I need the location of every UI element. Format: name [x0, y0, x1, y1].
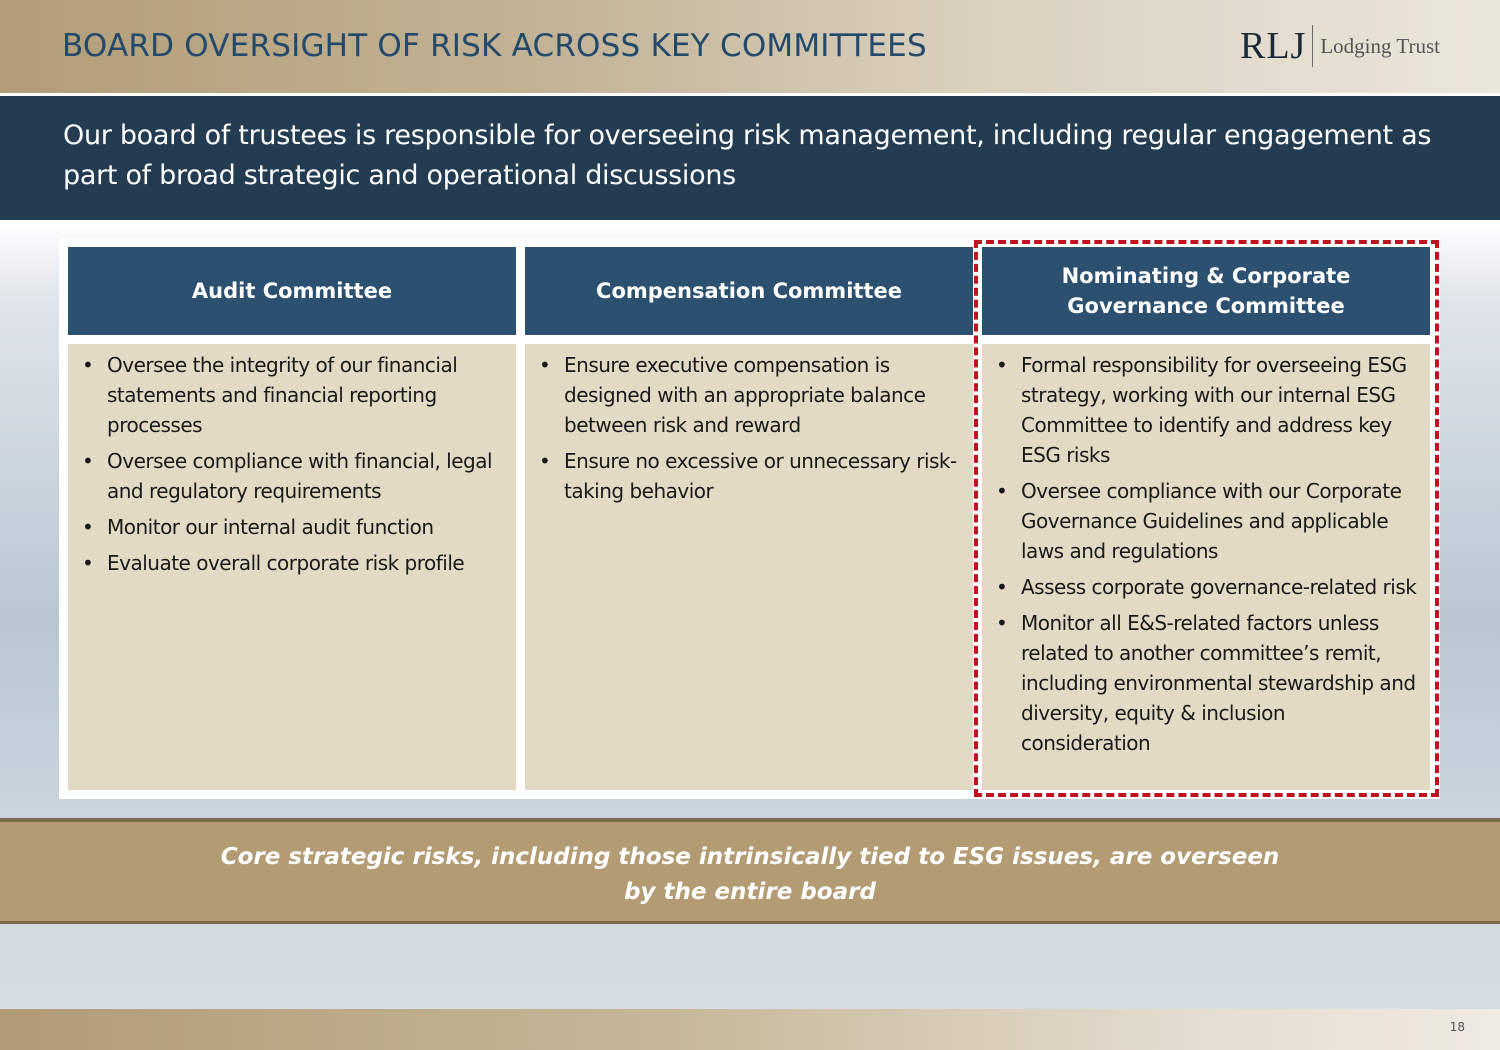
column-header-audit: Audit Committee	[68, 247, 516, 335]
footer-line-2: by the entire board	[624, 879, 876, 905]
column-body-compensation	[525, 344, 973, 790]
column-nominating	[982, 247, 1430, 790]
bullet-list	[78, 350, 506, 578]
list-item: • Oversee compliance with our Corporate Governance Guidelines and applicable laws and regulations	[992, 476, 1420, 566]
list-item: • Monitor all E&S-related factors unless related to another committee’s remit, including environmental stewardship and diversity, equity & inclusion consideration	[992, 608, 1420, 758]
list-item: • Ensure executive compensation is designed with an appropriate balance between risk and reward	[535, 350, 963, 440]
subtitle-text: Our board of trustees is responsible for overseeing risk management, including regular engagement as part of broad strategic and operational discussions	[63, 120, 1432, 191]
company-logo	[1240, 24, 1440, 68]
column-audit	[68, 247, 516, 790]
bullet-list	[535, 350, 963, 506]
logo-divider	[1312, 25, 1313, 67]
footer-callout	[0, 818, 1500, 924]
page-title: BOARD OVERSIGHT OF RISK ACROSS KEY COMMITTEES	[62, 28, 927, 64]
list-item: • Evaluate overall corporate risk profile	[78, 548, 506, 578]
logo-mark: RLJ	[1240, 25, 1307, 67]
committee-table	[59, 238, 1440, 799]
logo-text: Lodging Trust	[1320, 33, 1440, 58]
subtitle-band	[0, 96, 1500, 220]
header-band	[0, 0, 1500, 93]
list-item: • Oversee the integrity of our financial statements and financial reporting processes	[78, 350, 506, 440]
bullet-list	[992, 350, 1420, 758]
list-item: • Oversee compliance with financial, legal and regulatory requirements	[78, 446, 506, 506]
list-item: • Formal responsibility for overseeing ESG strategy, working with our internal ESG Committee to identify and address key ESG risks	[992, 350, 1420, 470]
column-compensation	[525, 247, 973, 790]
list-item: • Monitor our internal audit function	[78, 512, 506, 542]
column-header-nominating: Nominating & Corporate Governance Committee	[982, 247, 1430, 335]
column-header-compensation: Compensation Committee	[525, 247, 973, 335]
footer-callout-text	[200, 840, 1300, 910]
footer-line-1: Core strategic risks, including those intrinsically tied to ESG issues, are overseen	[220, 844, 1280, 870]
column-body-audit	[68, 344, 516, 790]
column-body-nominating	[982, 344, 1430, 790]
list-item: • Assess corporate governance-related risk	[992, 572, 1420, 602]
list-item: • Ensure no excessive or unnecessary risk-taking behavior	[535, 446, 963, 506]
page-number: 18	[1449, 1020, 1465, 1034]
bottom-band	[0, 1009, 1500, 1050]
